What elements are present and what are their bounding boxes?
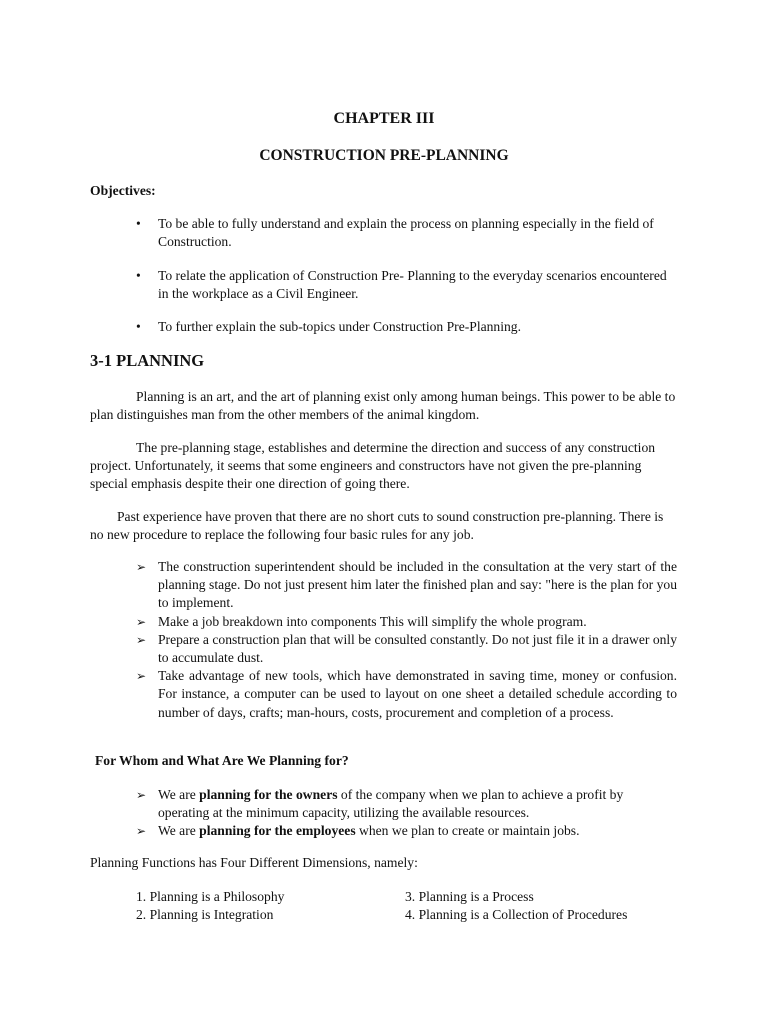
objective-text: To further explain the sub-topics under Construction Pre-Planning. — [158, 319, 521, 334]
arrow-bullet-icon: ➢ — [136, 788, 147, 802]
whom-bold: planning for the owners — [199, 787, 338, 802]
list-item: 3. Planning is a Process — [405, 889, 534, 904]
dimensions-intro: Planning Functions has Four Different Dimensions, namely: — [90, 855, 418, 870]
objective-item — [136, 267, 676, 303]
bullet-icon: • — [136, 319, 141, 334]
objective-item — [136, 318, 676, 336]
whom-pre: We are — [158, 787, 200, 802]
section-heading: 3-1 PLANNING — [90, 351, 205, 370]
whom-post: of the company when we plan to achieve a profit by operating at the minimum capacity, utilizing the available resources. — [158, 787, 624, 821]
arrow-bullet-icon: ➢ — [136, 824, 147, 839]
list-item — [136, 786, 677, 822]
whom-bold: planning for the employees — [199, 823, 356, 839]
objective-item — [136, 215, 676, 251]
list-item — [136, 822, 677, 840]
subheading: For Whom and What Are We Planning for? — [95, 753, 349, 768]
dimensions-list-right — [405, 888, 627, 924]
list-item — [136, 667, 677, 722]
whom-pre: We are — [158, 823, 200, 839]
rule-text: Make a job breakdown into components This will simplify the whole program. — [158, 613, 587, 629]
rule-text: Prepare a construction plan that will be consulted constantly. Do not just file it in a drawer only to accumulate dust. — [158, 631, 677, 666]
bullet-icon: • — [136, 216, 141, 231]
arrow-bullet-icon: ➢ — [136, 560, 147, 574]
rule-text: Take advantage of new tools, which have demonstrated in saving time, money or confusion. For instance, a computer can be used to layout on one sheet a detailed schedule according to number of days, crafts; man-hours, costs, procurement and completion of a process. — [158, 668, 677, 720]
paragraph — [90, 508, 677, 544]
arrow-bullet-icon: ➢ — [136, 614, 147, 629]
list-item — [136, 558, 677, 613]
whom-list — [136, 786, 677, 841]
objective-text: To relate the application of Construction Pre- Planning to the everyday scenarios encountered in the workplace as a Civil Engineer. — [158, 268, 667, 301]
paragraph — [90, 388, 677, 424]
list-item: 1. Planning is a Philosophy — [136, 889, 285, 904]
dimensions-list-left — [136, 888, 284, 924]
objectives-label: Objectives: — [90, 183, 156, 198]
objective-text: To be able to fully understand and explain the process on planning especially in the field of Construction. — [158, 216, 654, 249]
whom-post: when we plan to create or maintain jobs. — [355, 823, 580, 839]
chapter-title: CONSTRUCTION PRE-PLANNING — [259, 147, 509, 164]
arrow-bullet-icon: ➢ — [136, 632, 147, 647]
list-item — [136, 613, 677, 631]
chapter-label: CHAPTER III — [333, 110, 435, 127]
paragraph-text: The pre-planning stage, establishes and determine the direction and success of any construction project. Unfortunately, it seems that some engineers and constructors have not given the pre-planning special emphasis despite their one direction of going there. — [90, 440, 656, 491]
rule-text: The construction superintendent should be included in the consultation at the very start of the planning stage. Do not just present him later the finished plan and say: "here is the plan for you to implement. — [158, 559, 677, 611]
list-item: 4. Planning is a Collection of Procedures — [405, 907, 628, 922]
rules-list — [136, 558, 677, 722]
list-item — [136, 631, 677, 667]
paragraph-text: Planning is an art, and the art of planning exist only among human beings. This power to be able to plan distinguishes man from the other members of the animal kingdom. — [90, 389, 676, 422]
paragraph — [90, 439, 677, 492]
list-item: 2. Planning is Integration — [136, 907, 274, 922]
arrow-bullet-icon: ➢ — [136, 669, 147, 684]
paragraph-text: Past experience have proven that there are no short cuts to sound construction pre-planning. There is no new procedure to replace the following four basic rules for any job. — [90, 509, 664, 542]
bullet-icon: • — [136, 268, 141, 283]
